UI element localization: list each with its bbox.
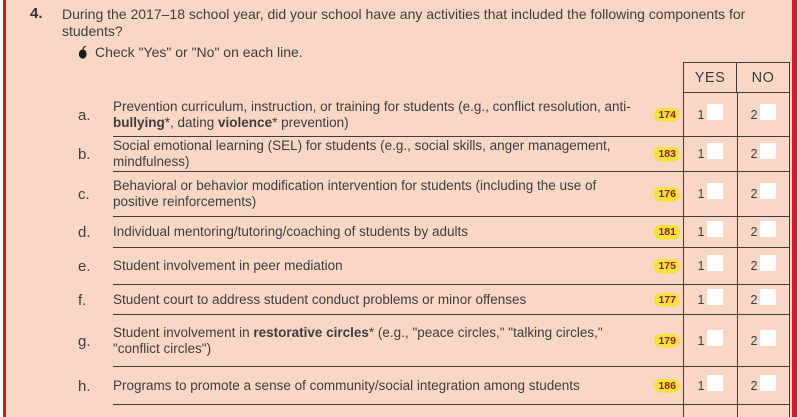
item-letter: e. xyxy=(78,258,91,275)
no-cell: 2 xyxy=(737,93,790,137)
item-letter: b. xyxy=(78,146,91,163)
yes-cell: 1 xyxy=(683,172,737,217)
table-row xyxy=(0,285,790,315)
no-cell: 2 xyxy=(737,248,790,285)
item-text: Prevention curriculum, instruction, or training for students (e.g., conflict resolution, anti-bullying*, dating violence* prevention) 174 xyxy=(113,93,683,137)
table-row xyxy=(0,367,790,405)
no-cell: 2 xyxy=(737,285,790,315)
item-text: Individual mentoring/tutoring/coaching of students by adults 181 xyxy=(113,217,683,248)
question-text: During the 2017–18 school year, did your school have any activities that included the following components for students? xyxy=(62,6,746,39)
question-number: 4. xyxy=(30,5,43,22)
item-code-badge: 177 xyxy=(654,292,680,307)
item-letter: c. xyxy=(78,186,90,203)
yes-cell: 1 xyxy=(683,285,737,315)
no-checkbox[interactable] xyxy=(760,143,776,159)
item-letter: a. xyxy=(78,106,91,124)
item-code-badge: 175 xyxy=(654,259,680,274)
yes-checkbox[interactable] xyxy=(707,330,723,346)
item-text: Student involvement in peer mediation 175 xyxy=(113,248,683,285)
item-code-badge: 183 xyxy=(654,147,680,162)
table-row xyxy=(0,217,790,248)
no-cell: 2 xyxy=(737,137,790,172)
yes-cell: 1 xyxy=(683,93,737,137)
yes-cell: 1 xyxy=(683,137,737,172)
item-text: Student court to address student conduct problems or minor offenses 177 xyxy=(113,285,683,315)
yes-checkbox[interactable] xyxy=(707,104,723,120)
answer-header xyxy=(683,62,790,93)
table-row xyxy=(0,248,790,285)
table-row xyxy=(0,172,790,217)
item-text: Social emotional learning (SEL) for students (e.g., social skills, anger management, mindfulness) 183 xyxy=(113,137,683,172)
table-row xyxy=(0,315,790,367)
item-text: Student involvement in restorative circles* (e.g., "peace circles," "talking circles," "conflict circles") 179 xyxy=(113,315,683,367)
item-code-badge: 176 xyxy=(654,187,680,202)
item-code-badge: 186 xyxy=(654,378,680,393)
no-cell: 2 xyxy=(737,315,790,367)
item-text: Behavioral or behavior modification intervention for students (including the use of positive reinforcements) 176 xyxy=(113,172,683,217)
yes-cell: 1 xyxy=(683,367,737,405)
yes-checkbox[interactable] xyxy=(707,143,723,159)
item-letter: d. xyxy=(78,224,91,241)
no-cell: 2 xyxy=(737,217,790,248)
yes-cell: 1 xyxy=(683,217,737,248)
yes-checkbox[interactable] xyxy=(707,375,723,391)
page-right-rule xyxy=(792,0,797,417)
table-row xyxy=(0,93,790,137)
no-column-header: NO xyxy=(736,63,789,92)
item-letter: g. xyxy=(78,332,91,350)
no-cell: 2 xyxy=(737,172,790,217)
item-code-badge: 174 xyxy=(654,107,680,122)
no-checkbox[interactable] xyxy=(760,183,776,199)
no-checkbox[interactable] xyxy=(760,104,776,120)
item-code-badge: 179 xyxy=(654,333,680,348)
yes-checkbox[interactable] xyxy=(707,255,723,271)
table-row xyxy=(0,137,790,172)
item-text: Programs to promote a sense of community/social integration among students 186 xyxy=(113,367,683,405)
instruction-line xyxy=(78,44,303,60)
yes-checkbox[interactable] xyxy=(707,221,723,237)
yes-cell: 1 xyxy=(683,315,737,367)
item-letter: h. xyxy=(78,377,91,395)
no-checkbox[interactable] xyxy=(760,375,776,391)
no-checkbox[interactable] xyxy=(760,255,776,271)
instruction-text: Check "Yes" or "No" on each line. xyxy=(95,44,303,60)
no-checkbox[interactable] xyxy=(760,289,776,305)
question-items-table xyxy=(0,93,790,417)
apple-icon xyxy=(78,45,88,60)
item-code-badge: 181 xyxy=(654,225,680,240)
yes-checkbox[interactable] xyxy=(707,183,723,199)
yes-column-header: YES xyxy=(694,69,726,86)
item-letter: f. xyxy=(78,291,87,309)
no-checkbox[interactable] xyxy=(760,221,776,237)
table-column-rules xyxy=(0,405,790,417)
yes-cell: 1 xyxy=(683,248,737,285)
yes-checkbox[interactable] xyxy=(707,289,723,305)
no-cell: 2 xyxy=(737,367,790,405)
no-checkbox[interactable] xyxy=(760,330,776,346)
